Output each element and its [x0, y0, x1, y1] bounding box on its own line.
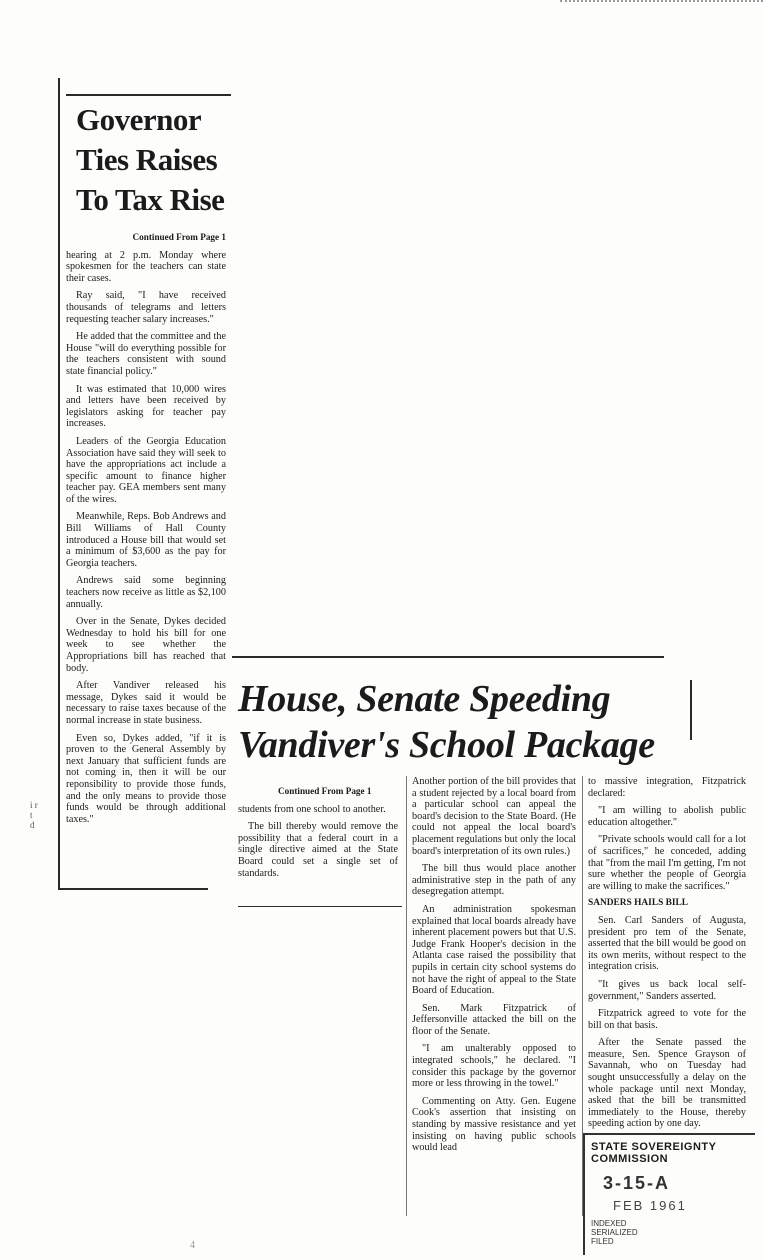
clip1-bottom-rule: [58, 888, 208, 890]
clip1-headline: [76, 100, 236, 220]
clip2-col2-paragraph: Commenting on Atty. Gen. Eugene Cook's assertion that insisting on standing by massive resistance and yet insisting on having public schools would lead: [412, 1095, 576, 1154]
clipping-governor: [58, 78, 233, 898]
stamp-title: STATE SOVEREIGNTY COMMISSION: [591, 1141, 717, 1165]
clip1-paragraph: Even so, Dykes added, "if it is proven to the General Assembly by next January that sufficient funds are not coming in, then it will be our reponsibility to provide those funds, and the only means to provide those funds would be through additional taxes.": [66, 732, 226, 825]
clip1-paragraph: Meanwhile, Reps. Bob Andrews and Bill Williams of Hall County introduced a House bill that would set a minimum of $3,600 as the pay for Georgia teachers.: [66, 511, 226, 569]
clip1-paragraph: He added that the committee and the House "will do everything possible for the teachers consistent with sound state financial policy.": [66, 331, 226, 377]
clip1-paragraph: It was estimated that 10,000 wires and letters have been received by legislators asking for teacher pay increases.: [66, 383, 226, 430]
margin-marks: i r t d: [30, 800, 38, 830]
clip2-column-1: [238, 786, 398, 885]
clip1-left-rule: [58, 78, 60, 890]
clip2-col1-paragraph: students from one school to another.: [238, 803, 386, 815]
clip2-col3-paragraph: "I am willing to abolish public education altogether.": [588, 805, 746, 828]
stamp-date-2: FEB 1961: [613, 1198, 687, 1213]
clip2-col2-paragraph: "I am unalterably opposed to integrated schools," he declared. "I consider this package by the governor more or less throwing in the towel.": [412, 1043, 576, 1090]
clip1-paragraph: Andrews said some beginning teachers now receive as little as $2,100 annually.: [66, 575, 226, 610]
clip2-col2-paragraph: Another portion of the bill provides that a student rejected by a local board from a particular school can appeal the board's decision to the State Board. (He could not appeal the local board's placement regulations but only the local board's interpretation of its own rules.): [412, 776, 576, 857]
clip2-continued-line: Continued From Page 1: [278, 786, 372, 796]
clip2-col2-paragraph: Sen. Mark Fitzpatrick of Jeffersonville attacked the bill on the floor of the Senate.: [412, 1002, 576, 1037]
clip1-headline-line-2: Ties Raises: [76, 142, 218, 177]
clip2-column-3: [588, 776, 746, 1136]
clip1-paragraph: Over in the Senate, Dykes decided Wednesday to hold his bill for one week to see whether the Appropriations bill has reached that body.: [66, 616, 226, 674]
clip2-headline-line-2: Vandiver's School Package: [238, 724, 655, 766]
commission-stamp: [583, 1133, 755, 1255]
clip1-headline-line-1: Governor: [76, 102, 202, 137]
clip2-col3-paragraph: Sen. Carl Sanders of Augusta, president pro tem of the Senate, asserted that the bill would be good on its own merits, without respect to the integration crisis.: [588, 914, 746, 973]
clip1-paragraph: Leaders of the Georgia Education Association have said they will seek to have the appropriations act include a specific amount to finance higher teacher pay. GEA members sent many of the wires.: [66, 435, 226, 505]
stamp-label-indexed: INDEXED: [591, 1219, 627, 1228]
stamp-date: 3-15-A: [603, 1173, 671, 1193]
stamp-labels: [585, 1213, 755, 1246]
clip2-col-divider-1: [406, 776, 407, 1216]
clip2-col3-paragraph: "Private schools would call for a lot of sacrifices," he conceded, adding that "from the mail I'm getting, I'm not sure whether the people of Georgia are willing to make the sacrifices.": [588, 834, 746, 892]
clip2-col2-paragraph: The bill thus would place another administrative step in the path of any desegregation attempt.: [412, 863, 576, 898]
clip1-continued-line: Continued From Page 1: [132, 232, 226, 242]
clip2-col3-paragraph: After the Senate passed the measure, Sen. Spence Grayson of Savannah, who on Tuesday had sought unsuccessfully a delay on the whole package until next Monday, asked that the bill be transmitted immediately to the House, thereby speeding action by one day.: [588, 1037, 746, 1130]
clip1-paragraph: After Vandiver released his message, Dykes said it would be necessary to raise taxes because of the normal increase in state business.: [66, 680, 226, 726]
stamp-label-filed: FILED: [591, 1237, 614, 1246]
clip1-headline-line-3: To Tax Rise: [76, 182, 225, 217]
stamp-label-serialized: SERIALIZED: [591, 1228, 638, 1237]
clip2-col3-paragraph: Fitzpatrick agreed to vote for the bill on that basis.: [588, 1008, 746, 1031]
clip1-paragraph: Ray said, "I have received thousands of telegrams and letters requesting teacher salary increases.": [66, 290, 226, 325]
clip2-col3-paragraph: to massive integration, Fitzpatrick declared:: [588, 776, 746, 799]
clip1-top-rule: [66, 94, 231, 96]
clip2-col2-paragraph: An administration spokesman explained that local boards already have inherent placement powers but that U.S. Judge Frank Hooper's decision in the Atlanta case raised the possibility that pupils in certain city school systems do not have the right of appeal to the State Board of Education.: [412, 903, 576, 997]
top-dotted-edge: [560, 0, 763, 8]
clip2-col3-paragraph: "It gives us back local self-government," Sanders asserted.: [588, 978, 746, 1002]
clip2-col1-bottom-rule: [238, 906, 402, 907]
clip2-subhead: SANDERS HAILS BILL: [588, 898, 689, 909]
footer-marks: 4: [190, 1240, 201, 1251]
clip1-paragraph: hearing at 2 p.m. Monday where spokesmen for the teachers can state their cases.: [66, 249, 226, 284]
clip2-top-rule: [232, 656, 664, 658]
clip2-headline: [238, 676, 748, 768]
clip2-col1-paragraph: The bill thereby would remove the possibility that a federal court in a single directive aimed at the State Board could set a single set of standards.: [238, 821, 398, 879]
clip2-column-2: [412, 776, 576, 1160]
clip2-headline-line-1: House, Senate Speeding: [238, 678, 611, 720]
clip1-body: [66, 232, 226, 831]
